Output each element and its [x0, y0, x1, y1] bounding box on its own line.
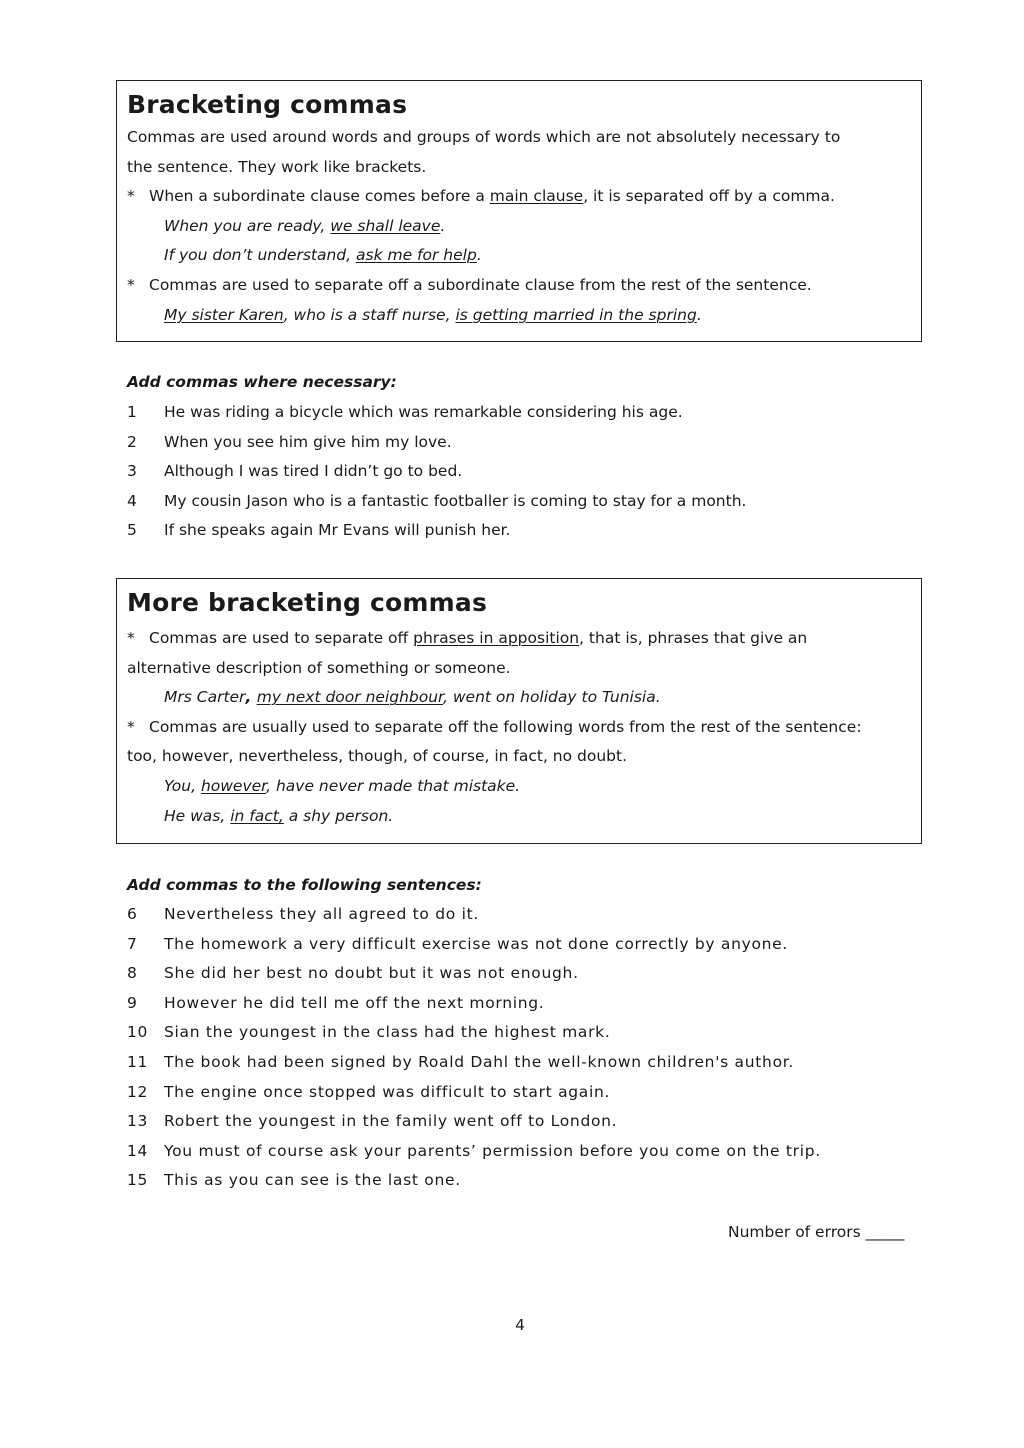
item-sentence: Sian the youngest in the class had the highest mark. — [164, 1023, 611, 1042]
exercise-list — [127, 900, 821, 1196]
exercise-heading: Add commas where necessary: — [127, 373, 397, 391]
exercise-item — [127, 1137, 821, 1167]
example-sentence — [127, 802, 911, 832]
exercise-item — [127, 516, 746, 546]
example-part: . — [440, 216, 446, 235]
example-part: Mrs Carter — [164, 688, 246, 707]
exercise-item — [127, 930, 821, 960]
item-sentence: However he did tell me off the next morning. — [164, 993, 545, 1012]
rule-text: Commas are used to separate off — [149, 629, 414, 647]
more-bracketing-commas-box — [116, 578, 922, 844]
example-part: a shy person. — [283, 806, 394, 825]
rule-bullet: * Commas are used to separate off phrases in apposition, that is, phrases that give an — [127, 629, 808, 647]
item-number: 11 — [127, 1052, 149, 1071]
item-number: 8 — [127, 964, 138, 983]
item-sentence: She did her best no doubt but it was not enough. — [164, 964, 579, 983]
underlined-term: is getting married in the spring — [455, 305, 697, 324]
exercise-item — [127, 398, 746, 428]
underlined-term: however — [200, 776, 267, 795]
exercise-item — [127, 487, 746, 517]
exercise-item — [127, 1078, 821, 1108]
exercise-item — [127, 959, 821, 989]
rule-text: , that is, phrases that give an — [579, 629, 808, 647]
example-sentence — [127, 683, 911, 713]
item-number: 4 — [127, 491, 137, 510]
example-part: , have never made that mistake. — [266, 776, 521, 795]
example-part: When you are ready, — [164, 216, 331, 235]
exercise-item — [127, 457, 746, 487]
underlined-term: in fact, — [230, 806, 284, 825]
example-sentence — [127, 301, 911, 331]
item-number: 6 — [127, 905, 138, 923]
rule-bullet: * Commas are used to separate off a subordinate clause from the rest of the sentence. — [127, 275, 812, 294]
number-of-errors: Number of errors _____ — [728, 1223, 905, 1241]
item-number: 7 — [127, 934, 138, 953]
exercise-item — [127, 989, 821, 1019]
exercise-item — [127, 1107, 821, 1137]
exercise-item — [127, 428, 746, 458]
item-sentence: When you see him give him my love. — [164, 432, 452, 451]
underlined-term: we shall leave — [330, 216, 441, 235]
item-sentence: This as you can see is the last one. — [164, 1171, 461, 1190]
rule-text: too, however, nevertheless, though, of course, in fact, no doubt. — [127, 747, 628, 766]
example-part: You, — [164, 776, 201, 795]
intro-text: Commas are used around words and groups of words which are not absolutely necessary to — [127, 128, 841, 146]
example-part: . — [696, 305, 702, 324]
item-sentence: The homework a very difficult exercise was not done correctly by anyone. — [164, 934, 789, 953]
underlined-term: My sister Karen — [164, 305, 284, 324]
box-title: More bracketing commas — [127, 588, 488, 617]
item-sentence: If she speaks again Mr Evans will punish her. — [164, 521, 511, 540]
item-sentence: The book had been signed by Roald Dahl the well-known children's author. — [164, 1052, 795, 1071]
bracketing-commas-box — [116, 80, 922, 342]
page-number: 4 — [515, 1316, 525, 1334]
rule-text: Commas are usually used to separate off the following words from the rest of the sentence: — [149, 717, 862, 736]
example-part: He was, — [164, 806, 231, 825]
exercise-item — [127, 1018, 821, 1048]
rule-text: alternative description of something or someone. — [127, 658, 511, 677]
item-number: 3 — [127, 462, 137, 481]
item-sentence: Although I was tired I didn’t go to bed. — [164, 462, 463, 481]
box-title: Bracketing commas — [127, 90, 408, 119]
item-number: 1 — [127, 403, 137, 421]
item-number: 9 — [127, 993, 138, 1012]
example-sentence — [127, 241, 911, 271]
exercise-item — [127, 1048, 821, 1078]
item-sentence: The engine once stopped was difficult to start again. — [164, 1082, 611, 1101]
exercise-list — [127, 398, 746, 546]
item-sentence: My cousin Jason who is a fantastic footballer is coming to stay for a month. — [164, 491, 747, 510]
rule-text: When a subordinate clause comes before a — [149, 187, 490, 206]
item-sentence: Robert the youngest in the family went off to London. — [164, 1112, 618, 1131]
example-part: . — [476, 246, 482, 265]
underlined-term: phrases in apposition — [413, 629, 580, 647]
rule-text: Commas are used to separate off a subordinate clause from the rest of the sentence. — [149, 275, 812, 294]
example-part: , who is a staff nurse, — [283, 305, 456, 324]
intro-text: the sentence. They work like brackets. — [127, 157, 427, 176]
item-sentence: You must of course ask your parents’ permission before you come on the trip. — [164, 1141, 821, 1160]
example-part: , — [245, 688, 257, 707]
exercise-item — [127, 1166, 821, 1196]
item-number: 10 — [127, 1023, 149, 1042]
exercise-heading: Add commas to the following sentences: — [127, 876, 482, 894]
item-number: 15 — [127, 1171, 149, 1190]
underlined-term: my next door neighbour — [256, 688, 443, 707]
rule-text: , it is separated off by a comma. — [583, 187, 835, 206]
example-part: , went on holiday to Tunisia. — [443, 688, 661, 707]
example-part: If you don’t understand, — [164, 246, 357, 265]
underlined-term: ask me for help — [356, 246, 477, 265]
rule-bullet: * When a subordinate clause comes before a main clause, it is separated off by a comma. — [127, 187, 835, 206]
rule-bullet: * Commas are usually used to separate off the following words from the rest of the sentence: — [127, 717, 862, 736]
item-sentence: Nevertheless they all agreed to do it. — [164, 905, 479, 923]
item-number: 2 — [127, 432, 137, 451]
item-number: 14 — [127, 1141, 149, 1160]
example-sentence — [127, 212, 911, 242]
item-number: 12 — [127, 1082, 149, 1101]
underlined-term: main clause — [489, 187, 584, 206]
example-sentence — [127, 772, 911, 802]
item-number: 13 — [127, 1112, 149, 1131]
item-sentence: He was riding a bicycle which was remarkable considering his age. — [164, 403, 683, 421]
item-number: 5 — [127, 521, 137, 540]
exercise-item — [127, 900, 821, 930]
